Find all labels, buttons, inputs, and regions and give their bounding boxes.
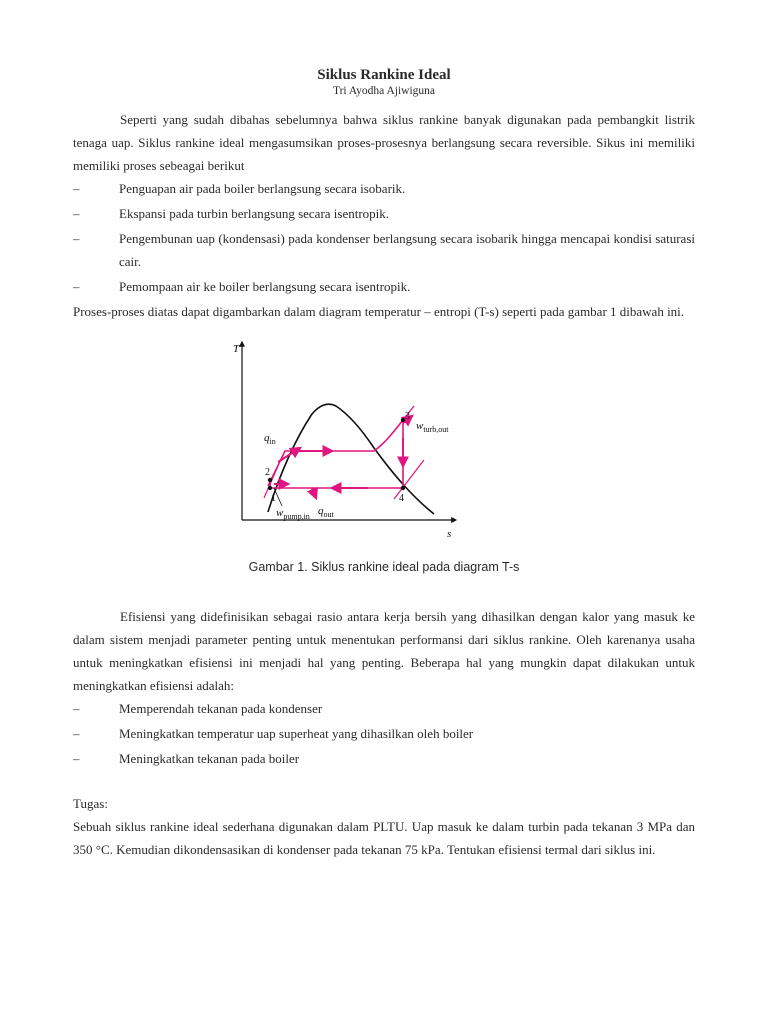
- improvement-list-item: [73, 747, 695, 770]
- ts-diagram: [228, 338, 468, 543]
- process-list-item: [73, 177, 695, 200]
- process-list-item: [73, 202, 695, 225]
- state-label-1: 1: [271, 493, 276, 504]
- process-list-item: [73, 275, 695, 298]
- q-in-label: $q_{in}$: [264, 432, 276, 446]
- document-author: Tri Ayodha Ajiwiguna: [332, 85, 436, 97]
- improvement-list-text: Meningkatkan tekanan pada boiler: [119, 751, 300, 766]
- dash-bullet: –: [73, 181, 80, 196]
- dash-bullet: –: [73, 279, 80, 294]
- diagram-paragraph: Proses-proses diatas dapat digambarkan dalam diagram temperatur – entropi (T-s) seperti pada gambar 1 dibawah ini.: [73, 304, 685, 319]
- dash-bullet: –: [73, 726, 80, 741]
- task-heading: Tugas:: [73, 796, 108, 811]
- w-turb-label: $w_{turb,out}$: [416, 420, 449, 434]
- dash-bullet: –: [73, 701, 80, 716]
- state-point-1: [268, 486, 272, 490]
- improvement-list-item: [73, 697, 695, 720]
- process-list: [73, 177, 695, 298]
- q-out-label: $q_{out}$: [318, 505, 334, 519]
- state-label-2: 2: [265, 467, 270, 478]
- process-list-item: [73, 227, 695, 273]
- ts-diagram-figure: [73, 338, 695, 543]
- improvement-list-item: [73, 722, 695, 745]
- improvement-list-text: Memperendah tekanan pada kondenser: [119, 701, 323, 716]
- improvement-list-text: Meningkatkan temperatur uap superheat yang dihasilkan oleh boiler: [119, 726, 474, 741]
- t-axis-label: T: [233, 343, 240, 355]
- process-list-text: Penguapan air pada boiler berlangsung secara isobarik.: [119, 181, 406, 196]
- figure-caption: Gambar 1. Siklus rankine ideal pada diagram T-s: [248, 560, 520, 574]
- intro-paragraph: Seperti yang sudah dibahas sebelumnya bahwa siklus rankine banyak digunakan pada pembangkit listrik tenaga uap. Siklus rankine ideal mengasumsikan proses-prosesnya berlangsung secara reversible. Sikus ini memiliki memiliki proses sebeagai berikut: [73, 112, 695, 173]
- efficiency-paragraph: Efisiensi yang didefinisikan sebagai rasio antara kerja bersih yang dihasilkan dengan kalor yang masuk ke dalam sistem menjadi parameter penting untuk menentukan performansi dari siklus rankine. Oleh karenanya usaha untuk meningkatkan efisiensi ini menjadi hal yang penting. Beberapa hal yang mungkin dapat dilakukan untuk meningkatkan efisiensi adalah:: [73, 609, 695, 693]
- document-title: Siklus Rankine Ideal: [317, 67, 451, 83]
- dash-bullet: –: [73, 231, 80, 246]
- document-page: [73, 66, 695, 861]
- dash-bullet: –: [73, 751, 80, 766]
- w-pump-label: $w_{pump,in}$: [276, 507, 310, 521]
- state-point-2: [268, 478, 272, 482]
- process-boiler-heating: [268, 420, 403, 486]
- arrow-heat-in-1: [278, 448, 300, 462]
- s-axis-label: s: [447, 528, 452, 540]
- state-label-3: 3: [405, 411, 410, 422]
- state-label-4: 4: [399, 493, 404, 504]
- section-gap: [73, 772, 695, 792]
- task-paragraph: Sebuah siklus rankine ideal sederhana digunakan dalam PLTU. Uap masuk ke dalam turbin pada tekanan 3 MPa dan 350 °C. Kemudian dikondensasikan di kondenser pada tekanan 75 kPa. Tentukan efisiensi termal dari siklus ini.: [73, 819, 695, 857]
- improvement-list: [73, 697, 695, 770]
- process-list-text: Pengembunan uap (kondensasi) pada kondenser berlangsung secara isobarik hingga mencapai kondisi saturasi cair.: [119, 231, 695, 269]
- process-list-text: Ekspansi pada turbin berlangsung secara isentropik.: [119, 206, 390, 221]
- process-list-text: Pemompaan air ke boiler berlangsung secara isentropik.: [119, 279, 411, 294]
- dash-bullet: –: [73, 206, 80, 221]
- arrow-heat-out: [312, 488, 316, 498]
- state-point-4: [401, 486, 405, 490]
